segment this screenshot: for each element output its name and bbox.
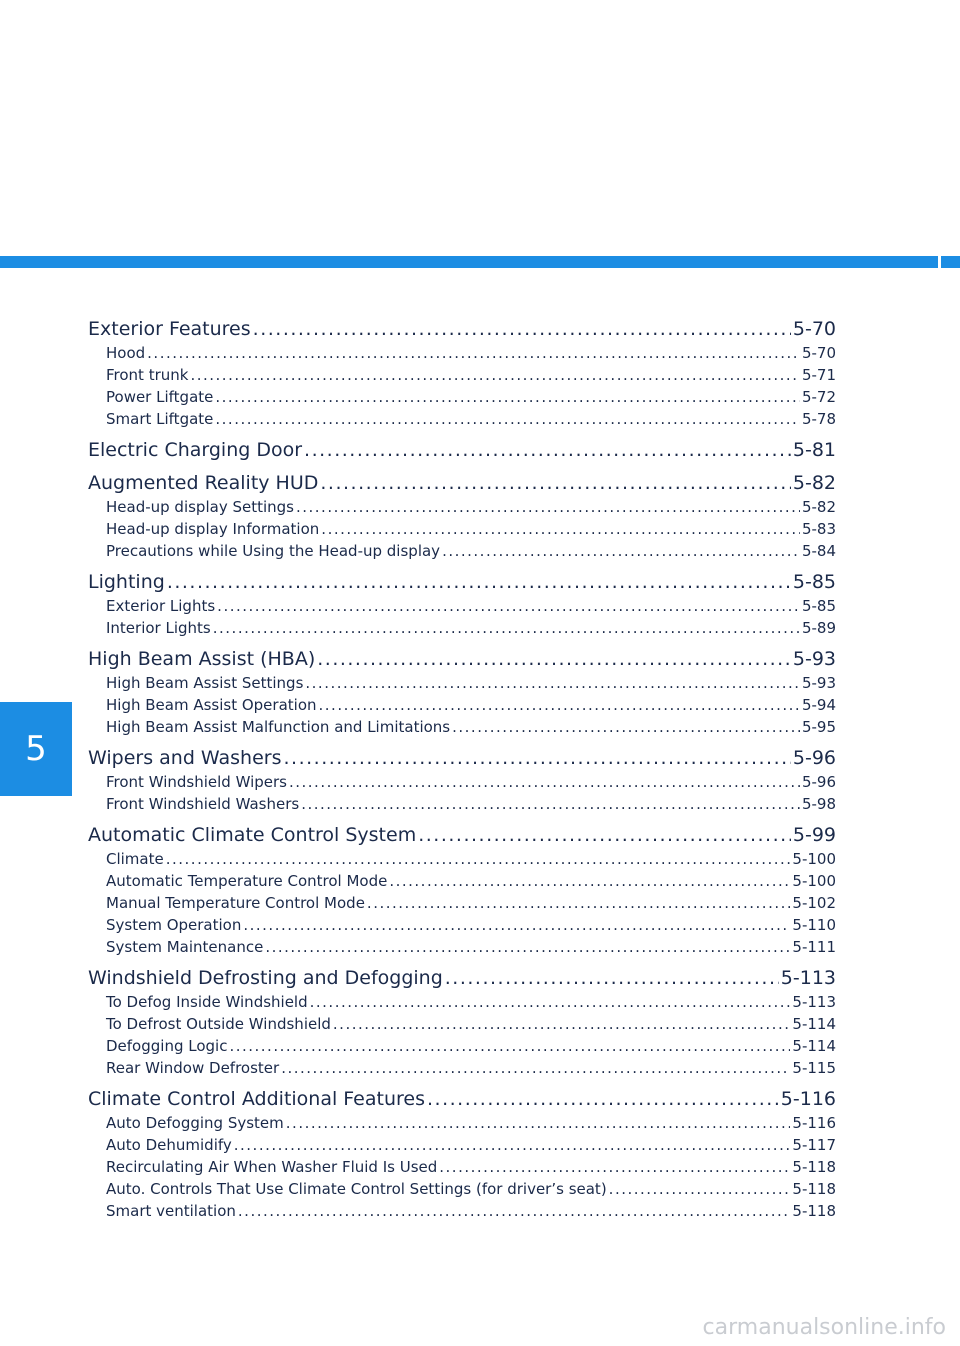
toc-item[interactable] <box>88 716 836 738</box>
toc-item[interactable] <box>88 991 836 1013</box>
toc-item-title: Hood <box>106 344 146 362</box>
toc-item[interactable] <box>88 342 836 364</box>
toc-section-heading[interactable] <box>88 822 836 848</box>
toc-section-heading[interactable] <box>88 965 836 991</box>
toc-item-title: Head-up display Information <box>106 520 320 538</box>
toc-page-number: 5-89 <box>801 619 836 637</box>
toc-item-title: System Operation <box>106 916 242 934</box>
toc-section-title: Exterior Features <box>88 318 251 340</box>
toc-leader-dots <box>213 617 800 639</box>
toc-leader-dots <box>452 716 800 738</box>
toc-page-number: 5-113 <box>780 967 836 989</box>
toc-leader-dots <box>234 1134 791 1156</box>
toc-page-number: 5-111 <box>792 938 836 956</box>
toc-leader-dots <box>166 848 791 870</box>
toc-section <box>88 470 836 562</box>
toc-item[interactable] <box>88 771 836 793</box>
toc-item[interactable] <box>88 870 836 892</box>
toc-leader-dots <box>243 914 790 936</box>
toc-leader-dots <box>418 822 791 848</box>
table-of-contents <box>88 316 836 1222</box>
toc-item-title: Auto Defogging System <box>106 1114 284 1132</box>
toc-leader-dots <box>190 364 799 386</box>
toc-item-title: Smart Liftgate <box>106 410 214 428</box>
toc-leader-dots <box>253 316 791 342</box>
toc-item-title: Front Windshield Washers <box>106 795 300 813</box>
toc-item-title: High Beam Assist Settings <box>106 674 304 692</box>
toc-section-title: Climate Control Additional Features <box>88 1088 425 1110</box>
toc-section-heading[interactable] <box>88 316 836 342</box>
toc-page-number: 5-118 <box>792 1202 836 1220</box>
toc-item[interactable] <box>88 408 836 430</box>
toc-item[interactable] <box>88 1156 836 1178</box>
toc-item[interactable] <box>88 1013 836 1035</box>
toc-item-title: Power Liftgate <box>106 388 214 406</box>
toc-item-title: Automatic Temperature Control Mode <box>106 872 388 890</box>
toc-page-number: 5-118 <box>792 1158 836 1176</box>
toc-section <box>88 569 836 639</box>
toc-page-number: 5-82 <box>801 498 836 516</box>
toc-section-heading[interactable] <box>88 569 836 595</box>
toc-leader-dots <box>310 991 791 1013</box>
toc-item[interactable] <box>88 595 836 617</box>
toc-page-number: 5-96 <box>801 773 836 791</box>
toc-page-number: 5-98 <box>801 795 836 813</box>
toc-leader-dots <box>367 892 790 914</box>
toc-section <box>88 822 836 958</box>
toc-leader-dots <box>427 1086 779 1112</box>
toc-leader-dots <box>321 518 800 540</box>
toc-page-number: 5-117 <box>792 1136 836 1154</box>
toc-item-title: Auto. Controls That Use Climate Control Settings (for driver’s seat) <box>106 1180 607 1198</box>
toc-item-title: Defogging Logic <box>106 1037 228 1055</box>
toc-item[interactable] <box>88 364 836 386</box>
toc-page-number: 5-116 <box>780 1088 836 1110</box>
toc-item[interactable] <box>88 1057 836 1079</box>
toc-section-heading[interactable] <box>88 437 836 463</box>
toc-page-number: 5-102 <box>792 894 836 912</box>
toc-page-number: 5-81 <box>792 439 836 461</box>
toc-page-number: 5-94 <box>801 696 836 714</box>
toc-item-title: Manual Temperature Control Mode <box>106 894 365 912</box>
toc-item[interactable] <box>88 936 836 958</box>
toc-page-number: 5-113 <box>792 993 836 1011</box>
toc-page-number: 5-78 <box>801 410 836 428</box>
toc-page-number: 5-70 <box>801 344 836 362</box>
toc-item[interactable] <box>88 518 836 540</box>
toc-leader-dots <box>215 408 800 430</box>
toc-section-title: Wipers and Washers <box>88 747 282 769</box>
toc-item[interactable] <box>88 793 836 815</box>
toc-leader-dots <box>439 1156 790 1178</box>
toc-item-title: Head-up display Settings <box>106 498 294 516</box>
chapter-number: 5 <box>25 729 47 769</box>
toc-leader-dots <box>229 1035 790 1057</box>
toc-item-title: To Defrost Outside Windshield <box>106 1015 331 1033</box>
toc-item[interactable] <box>88 1035 836 1057</box>
toc-item-title: System Maintenance <box>106 938 264 956</box>
toc-page-number: 5-85 <box>792 571 836 593</box>
toc-item[interactable] <box>88 617 836 639</box>
toc-section <box>88 646 836 738</box>
toc-page-number: 5-100 <box>792 850 836 868</box>
toc-page-number: 5-93 <box>792 648 836 670</box>
toc-item[interactable] <box>88 386 836 408</box>
toc-page-number: 5-116 <box>792 1114 836 1132</box>
toc-section-title: Electric Charging Door <box>88 439 303 461</box>
toc-page-number: 5-114 <box>792 1015 836 1033</box>
toc-section-title: Windshield Defrosting and Defogging <box>88 967 443 989</box>
toc-item[interactable] <box>88 1178 836 1200</box>
toc-leader-dots <box>320 470 791 496</box>
toc-leader-dots <box>296 496 800 518</box>
toc-item-title: Recirculating Air When Washer Fluid Is Used <box>106 1158 438 1176</box>
toc-leader-dots <box>265 936 790 958</box>
toc-leader-dots <box>284 745 791 771</box>
toc-leader-dots <box>319 694 800 716</box>
toc-item[interactable] <box>88 1134 836 1156</box>
toc-section <box>88 437 836 463</box>
toc-item-title: Exterior Lights <box>106 597 216 615</box>
toc-item-title: High Beam Assist Malfunction and Limitations <box>106 718 451 736</box>
toc-item-title: Smart ventilation <box>106 1202 236 1220</box>
toc-leader-dots <box>317 646 791 672</box>
toc-item-title: Precautions while Using the Head-up display <box>106 542 441 560</box>
toc-leader-dots <box>289 771 800 793</box>
toc-leader-dots <box>217 595 800 617</box>
toc-page-number: 5-82 <box>792 472 836 494</box>
toc-item-title: High Beam Assist Operation <box>106 696 317 714</box>
toc-item-title: Front Windshield Wipers <box>106 773 287 791</box>
toc-section-title: Automatic Climate Control System <box>88 824 417 846</box>
toc-leader-dots <box>147 342 800 364</box>
header-accent-bar <box>0 256 960 268</box>
toc-leader-dots <box>333 1013 791 1035</box>
toc-page-number: 5-72 <box>801 388 836 406</box>
toc-section <box>88 1086 836 1222</box>
toc-page-number: 5-84 <box>801 542 836 560</box>
toc-page-number: 5-115 <box>792 1059 836 1077</box>
toc-leader-dots <box>445 965 779 991</box>
toc-leader-dots <box>301 793 800 815</box>
toc-leader-dots <box>238 1200 791 1222</box>
toc-item-title: Front trunk <box>106 366 189 384</box>
toc-leader-dots <box>215 386 800 408</box>
toc-page-number: 5-99 <box>792 824 836 846</box>
chapter-tab[interactable] <box>0 702 72 796</box>
toc-item[interactable] <box>88 496 836 518</box>
toc-item[interactable] <box>88 1112 836 1134</box>
toc-page-number: 5-100 <box>792 872 836 890</box>
toc-leader-dots <box>442 540 800 562</box>
toc-section <box>88 316 836 430</box>
toc-leader-dots <box>389 870 790 892</box>
toc-item-title: Climate <box>106 850 164 868</box>
toc-page-number: 5-114 <box>792 1037 836 1055</box>
toc-section-heading[interactable] <box>88 745 836 771</box>
toc-item-title: Interior Lights <box>106 619 211 637</box>
toc-section-title: High Beam Assist (HBA) <box>88 648 316 670</box>
toc-section-title: Augmented Reality HUD <box>88 472 319 494</box>
toc-leader-dots <box>167 569 791 595</box>
header-accent-notch <box>938 256 941 268</box>
toc-item[interactable] <box>88 892 836 914</box>
toc-section <box>88 745 836 815</box>
toc-page-number: 5-110 <box>792 916 836 934</box>
toc-item-title: Auto Dehumidify <box>106 1136 232 1154</box>
toc-item[interactable] <box>88 1200 836 1222</box>
toc-page-number: 5-95 <box>801 718 836 736</box>
toc-leader-dots <box>281 1057 790 1079</box>
toc-item-title: To Defog Inside Windshield <box>106 993 308 1011</box>
toc-section <box>88 965 836 1079</box>
toc-item[interactable] <box>88 914 836 936</box>
toc-section-title: Lighting <box>88 571 165 593</box>
toc-page-number: 5-96 <box>792 747 836 769</box>
toc-page-number: 5-85 <box>801 597 836 615</box>
toc-item[interactable] <box>88 848 836 870</box>
toc-item-title: Rear Window Defroster <box>106 1059 280 1077</box>
toc-section-heading[interactable] <box>88 646 836 672</box>
toc-leader-dots <box>304 437 791 463</box>
toc-section-heading[interactable] <box>88 470 836 496</box>
watermark: carmanualsonline.info <box>702 1315 946 1340</box>
toc-page-number: 5-70 <box>792 318 836 340</box>
toc-leader-dots <box>305 672 800 694</box>
toc-leader-dots <box>286 1112 791 1134</box>
toc-leader-dots <box>609 1178 791 1200</box>
toc-item[interactable] <box>88 672 836 694</box>
toc-page-number: 5-118 <box>792 1180 836 1198</box>
toc-section-heading[interactable] <box>88 1086 836 1112</box>
toc-page-number: 5-71 <box>801 366 836 384</box>
toc-item[interactable] <box>88 540 836 562</box>
toc-page-number: 5-93 <box>801 674 836 692</box>
toc-item[interactable] <box>88 694 836 716</box>
toc-page-number: 5-83 <box>801 520 836 538</box>
